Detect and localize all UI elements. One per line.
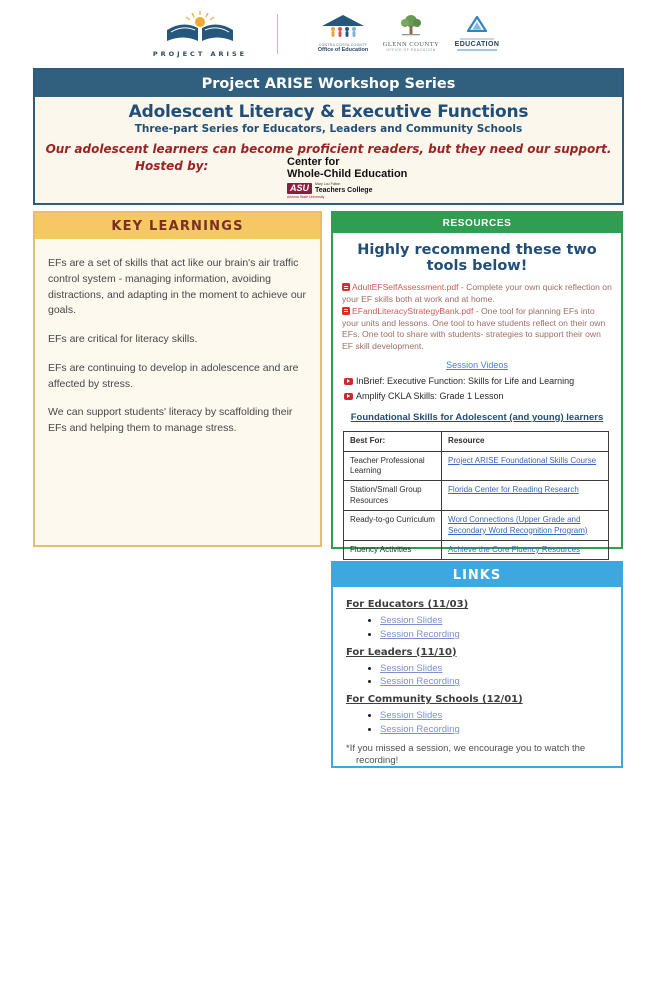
best-for-cell: Station/Small Group Resources [344,481,442,511]
whole-child-education-line: Whole-Child Education [287,168,408,181]
key-learnings-box [33,211,322,547]
list-item [380,709,608,723]
for-educators-heading: For Educators (11/03) [346,599,469,610]
foundational-skills-table [343,431,609,560]
key-learnings-body [35,239,320,437]
hosted-by-row [35,156,622,208]
best-for-header: Best For: [344,432,442,451]
asu-whole-child-logo [287,156,407,199]
triangle-icon [467,16,487,32]
key-learning-paragraph: We can support students' literacy by scaffolding their EFs and helping them to manage stress. [48,406,293,434]
key-learning-paragraph: EFs are critical for literacy skills. [48,333,198,345]
resource-header: Resource [442,432,609,451]
video-title: InBrief: Executive Function: Skills for Life and Learning [356,376,575,387]
header-box [33,68,624,205]
county-office-logo-3 [448,16,506,51]
county-name-microtext: CONTRA COSTA COUNTY [318,43,368,47]
office-of-education-label: Office of Education [317,47,369,53]
educators-link-list [380,614,608,642]
links-body [333,587,621,768]
asu-row [287,183,407,194]
project-arise-wordmark: PROJECT ARISE [152,50,248,58]
table-row [344,481,609,511]
table-row [344,451,609,481]
glenn-county-logo [380,14,442,52]
links-box [331,561,623,768]
page-title: Adolescent Literacy & Executive Functions [128,102,529,122]
resources-headline: Highly recommend these two tools below! [357,242,597,274]
glenn-county-subtext: OFFICE OF EDUCATION [386,48,436,52]
teachers-college-block [315,183,372,194]
resources-header: RESOURCES [333,213,621,233]
video-play-icon [344,393,353,400]
community-schools-link-list [380,709,608,737]
links-header: LINKS [333,563,621,587]
page-subtitle: Three-part Series for Educators, Leaders and Community Schools [134,123,523,135]
list-item [380,614,608,628]
pdf-resource-paragraph [342,282,612,353]
best-for-cell: Teacher Professional Learning [344,451,442,481]
list-item [380,723,608,737]
microtext-bar [460,38,494,40]
tagline: Our adolescent learners can become proficient readers, but they need our support. [45,142,612,156]
educators-session-recording-link[interactable]: Session Recording [380,628,460,640]
key-learnings-header: KEY LEARNINGS [35,213,320,239]
center-for-line: Center for [287,156,340,168]
key-learning-paragraph: EFs are continuing to develop in adolescence and are affected by stress. [48,361,299,390]
series-banner: Project ARISE Workshop Series [35,70,622,97]
florida-center-link[interactable]: Florida Center for Reading Research [448,485,579,495]
achieve-the-core-link[interactable]: Achieve the Core Fluency Resources [448,544,581,554]
video-title: Amplify CKLA Skills: Grade 1 Lesson [356,391,504,402]
best-for-cell: Ready-to-go Curriculum [344,511,442,541]
video-item [344,375,621,388]
word-connections-link[interactable]: Word Connections (Upper Grade and Secondary Word Recognition Program) [448,515,588,535]
graduation-cap-icon [321,14,365,38]
ef-literacy-strategy-bank-link[interactable]: EFandLiteracyStrategyBank.pdf [352,305,474,316]
educators-session-slides-link[interactable]: Session Slides [380,615,443,626]
logo-divider [277,14,278,54]
asu-badge: ASU [287,183,312,194]
open-book-sun-icon [161,10,239,44]
table-row [344,540,609,559]
best-for-cell: Fluency Activities [344,540,442,559]
oak-tree-icon [398,14,424,36]
community-session-recording-link[interactable]: Session Recording [380,723,460,735]
video-play-icon [344,378,353,385]
education-wordmark: EDUCATION [454,40,500,48]
list-item [380,675,608,689]
for-leaders-heading: For Leaders (11/10) [346,646,457,658]
list-item [380,662,608,676]
pdf-description: - One tool for planning EFs into your units and lessons. One tool to have students reflect on their own EFs. One tool to share with students- strategies to support their own EF skill development. [342,305,606,352]
resources-box [331,211,623,554]
leaders-link-list [380,662,608,690]
table-header-row [344,432,609,451]
mary-lou-fulton-label: Mary Lou Fulton [315,181,341,186]
project-arise-course-link[interactable]: Project ARISE Foundational Skills Course [448,455,597,465]
leaders-session-slides-link[interactable]: Session Slides [380,662,443,674]
session-videos-link[interactable]: Session Videos [446,360,508,371]
hosted-by-label: Hosted by: [135,159,209,173]
key-learning-paragraph: EFs are a set of skills that act like our brain's air traffic control system - managing information, avoiding distractions, and adapting in the moment to achieve our goals. [48,257,306,317]
county-office-logo-1 [308,14,378,53]
microtext-bar [457,49,497,51]
logo-row [0,8,657,60]
pdf-icon [342,283,350,291]
adult-ef-self-assessment-link[interactable]: AdultEFSelfAssessment.pdf [352,282,459,292]
missed-session-note: *If you missed a session, we encourage you to watch the recording! [346,742,586,767]
glenn-county-wordmark: GLENN COUNTY [382,41,440,48]
table-row [344,511,609,541]
arizona-state-university-label: Arizona State University [287,195,325,200]
project-arise-logo [150,10,250,58]
foundational-skills-link[interactable]: Foundational Skills for Adolescent (and young) learners [350,412,604,424]
video-item [344,390,621,403]
for-community-schools-heading: For Community Schools (12/01) [346,694,523,706]
leaders-session-recording-link[interactable]: Session Recording [380,676,460,688]
pdf-description: - Complete your own quick reflection on your EF skills both at work and at home. [342,282,612,304]
list-item [380,628,608,642]
community-session-slides-link[interactable]: Session Slides [380,710,443,722]
teachers-college-label: Teachers College [315,186,373,194]
pdf-icon [342,307,350,315]
